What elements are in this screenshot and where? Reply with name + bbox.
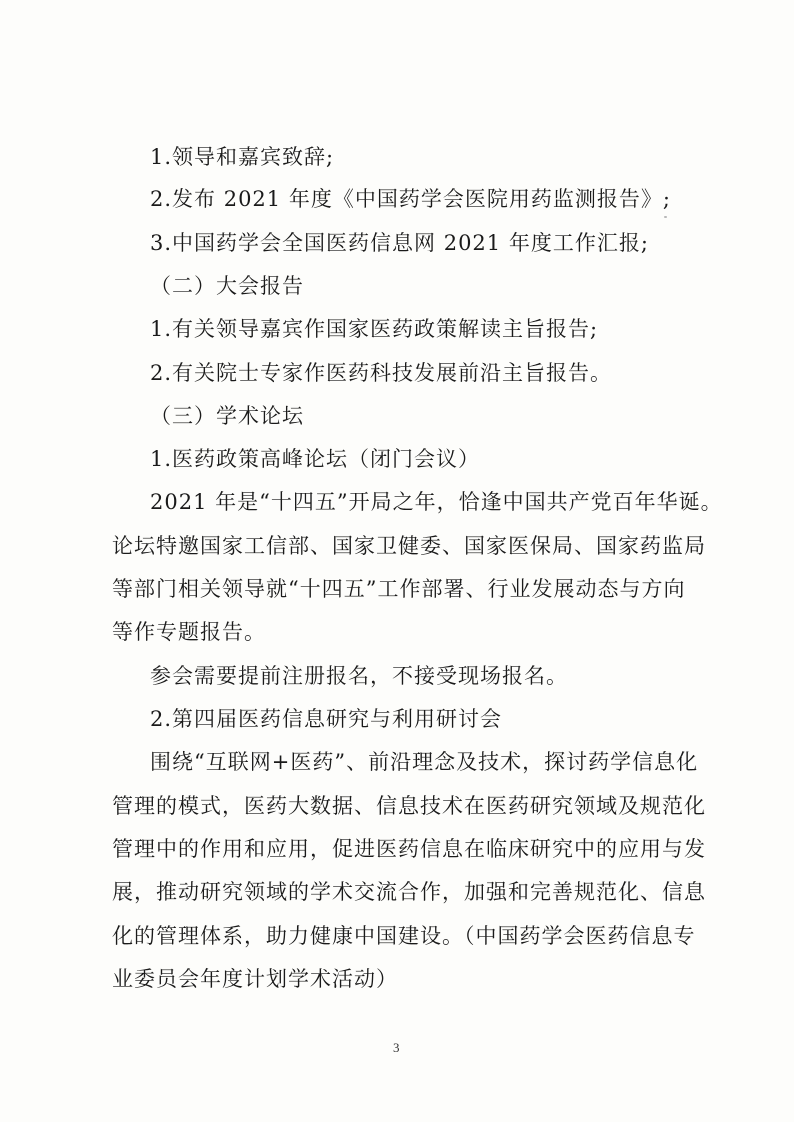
text-line: 展，推动研究领域的学术交流合作，加强和完善规范化、信息 — [112, 880, 706, 904]
scan-speck — [664, 216, 667, 218]
section-heading: （二）大会报告 — [150, 274, 304, 298]
text-line: 论坛特邀国家工信部、国家卫健委、国家医保局、国家药监局 — [112, 534, 706, 558]
text-line: 1.领导和嘉宾致辞; — [150, 145, 335, 169]
text-line: 管理的模式，医药大数据、信息技术在医药研究领域及规范化 — [112, 794, 706, 818]
text-line: 1.有关领导嘉宾作国家医药政策解读主旨报告; — [150, 317, 599, 341]
text-line: 等作专题报告。 — [112, 620, 266, 644]
section-heading: （三）学术论坛 — [150, 404, 304, 428]
text-line: 业委员会年度计划学术活动） — [112, 967, 398, 991]
text-line: 围绕“互联网+医药”、前沿理念及技术，探讨药学信息化 — [150, 750, 699, 774]
page-number: 3 — [393, 1040, 400, 1055]
text-line: 2.第四届医药信息研究与利用研讨会 — [150, 707, 503, 731]
text-line: 2.有关院士专家作医药科技发展前沿主旨报告。 — [150, 361, 613, 385]
text-line: 参会需要提前注册报名，不接受现场报名。 — [150, 664, 568, 688]
text-line: 等部门相关领导就“十四五”工作部署、行业发展动态与方向 — [112, 577, 686, 601]
text-line: 2021 年是“十四五”开局之年，恰逢中国共产党百年华诞。 — [150, 490, 723, 514]
text-line: 1.医药政策高峰论坛（闭门会议） — [150, 447, 481, 471]
text-line: 化的管理体系，助力健康中国建设。（中国药学会医药信息专 — [112, 924, 696, 948]
text-line: 2.发布 2021 年度《中国药学会医院用药监测报告》; — [150, 187, 671, 211]
text-line: 管理中的作用和应用，促进医药信息在临床研究中的应用与发 — [112, 837, 706, 861]
text-line: 3.中国药学会全国医药信息网 2021 年度工作汇报; — [150, 231, 649, 255]
